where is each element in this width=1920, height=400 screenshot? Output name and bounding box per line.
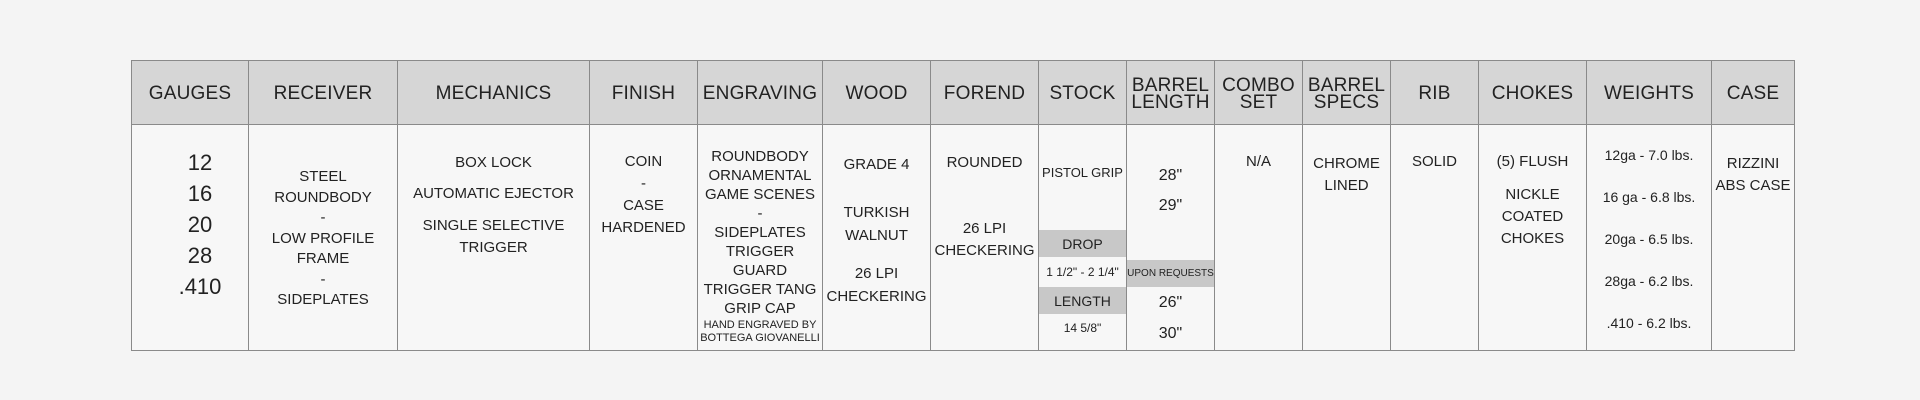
barrel-length-note: UPON REQUESTS <box>1127 268 1214 279</box>
header-barrel-specs: BARREL SPECS <box>1303 61 1390 125</box>
gauge-item: .410 <box>178 274 222 299</box>
col-weights <box>1587 61 1712 350</box>
barrel-length-item: 30" <box>1158 325 1183 342</box>
col-stock <box>1039 61 1127 350</box>
case-value: RIZZINI ABS CASE <box>1715 155 1791 194</box>
col-mechanics <box>398 61 590 350</box>
col-finish <box>590 61 698 350</box>
wood-item: TURKISH WALNUT <box>843 204 910 244</box>
col-combo-set <box>1215 61 1303 350</box>
receiver-text: STEEL ROUNDBODY - LOW PROFILE FRAME - SIDEPLATES <box>271 168 375 308</box>
mechanics-item: SINGLE SELECTIVE TRIGGER <box>422 217 565 256</box>
header-engraving: ENGRAVING <box>698 61 822 125</box>
weight-item: 16 ga - 6.8 lbs. <box>1602 189 1696 205</box>
weight-item: .410 - 6.2 lbs. <box>1606 315 1692 331</box>
engraving-note: HAND ENGRAVED BY BOTTEGA GIOVANELLI <box>700 319 820 344</box>
gauge-item: 20 <box>187 212 213 237</box>
gauges-cell <box>132 125 248 350</box>
stock-length-label: LENGTH <box>1054 292 1111 309</box>
chokes-item: NICKLE COATED CHOKES <box>1500 186 1565 247</box>
combo-set-value: N/A <box>1245 153 1271 170</box>
barrel-specs-value: CHROME LINED <box>1313 155 1380 194</box>
weight-item: 20ga - 6.5 lbs. <box>1604 231 1694 247</box>
mechanics-item: AUTOMATIC EJECTOR <box>413 185 574 202</box>
col-barrel-specs <box>1303 61 1391 350</box>
header-chokes: CHOKES <box>1479 61 1586 125</box>
col-rib <box>1391 61 1479 350</box>
col-gauges <box>132 61 249 350</box>
forend-item: 26 LPI CHECKERING <box>934 220 1035 259</box>
header-weights: WEIGHTS <box>1587 61 1711 125</box>
weight-item: 28ga - 6.2 lbs. <box>1604 273 1694 289</box>
header-receiver: RECEIVER <box>249 61 397 125</box>
header-stock: STOCK <box>1039 61 1126 125</box>
header-combo-set: COMBO SET <box>1215 61 1302 125</box>
stock-length-band <box>1039 287 1126 314</box>
header-wood: WOOD <box>823 61 930 125</box>
barrel-length-item: 28" <box>1158 167 1183 184</box>
forend-item: ROUNDED <box>946 154 1023 171</box>
finish-text: COIN - CASE HARDENED <box>601 153 686 236</box>
header-rib: RIB <box>1391 61 1478 125</box>
stock-drop-band <box>1039 230 1126 257</box>
col-chokes <box>1479 61 1587 350</box>
col-engraving <box>698 61 823 350</box>
engraving-text: ROUNDBODY ORNAMENTAL GAME SCENES - SIDEPLATES TRIGGER GUARD TRIGGER TANG GRIP CAP <box>703 148 817 317</box>
chokes-item: (5) FLUSH <box>1496 153 1569 170</box>
barrel-length-item: 29" <box>1158 197 1183 214</box>
weight-item: 12ga - 7.0 lbs. <box>1604 147 1694 163</box>
stock-length-value: 14 5/8" <box>1063 321 1102 335</box>
barrel-length-item: 26" <box>1158 294 1183 311</box>
gauge-list <box>152 147 248 302</box>
gauge-item: 28 <box>187 243 213 268</box>
stock-drop-value: 1 1/2" - 2 1/4" <box>1046 265 1119 279</box>
gauge-item: 16 <box>187 181 213 206</box>
barrel-length-note-band <box>1127 260 1214 287</box>
rib-value: SOLID <box>1411 153 1457 170</box>
header-gauges: GAUGES <box>132 61 248 125</box>
wood-item: 26 LPI CHECKERING <box>826 265 927 305</box>
spec-table <box>131 60 1795 351</box>
header-barrel-length: BARREL LENGTH <box>1127 61 1214 125</box>
stock-grip: PISTOL GRIP <box>1042 165 1123 180</box>
gauge-item: 12 <box>187 150 213 175</box>
col-receiver <box>249 61 398 350</box>
mechanics-item: BOX LOCK <box>455 154 532 171</box>
wood-item: GRADE 4 <box>843 156 910 173</box>
header-case: CASE <box>1712 61 1794 125</box>
stock-drop-label: DROP <box>1062 235 1103 252</box>
col-forend <box>931 61 1039 350</box>
col-barrel-length <box>1127 61 1215 350</box>
col-case <box>1712 61 1794 350</box>
header-mechanics: MECHANICS <box>398 61 589 125</box>
header-finish: FINISH <box>590 61 697 125</box>
col-wood <box>823 61 931 350</box>
header-forend: FOREND <box>931 61 1038 125</box>
